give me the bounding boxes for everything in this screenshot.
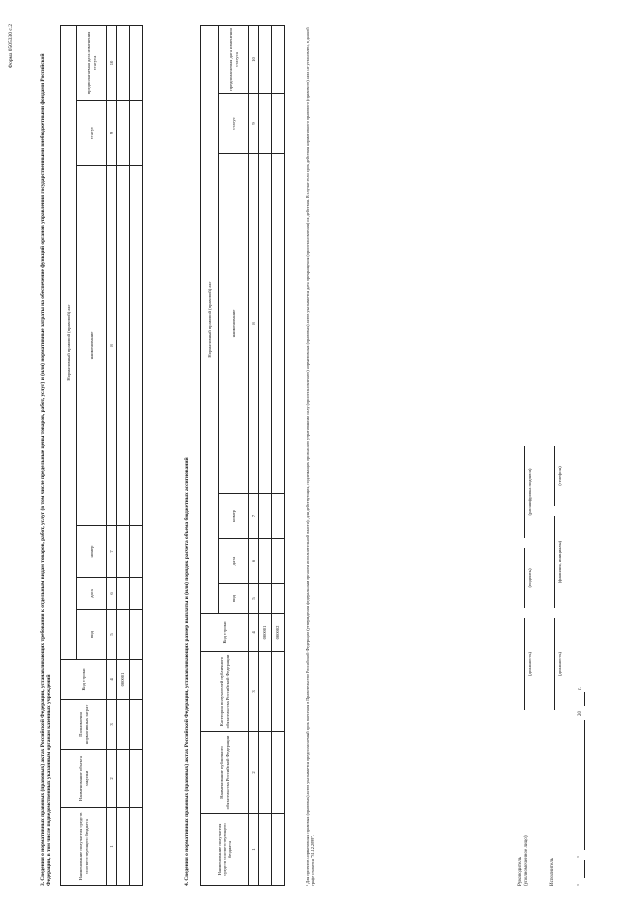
s3-cell[interactable]: [117, 578, 130, 610]
s3-colnum: 4: [107, 660, 117, 700]
s4-cell[interactable]: [259, 584, 272, 614]
s3-cell[interactable]: [130, 526, 143, 578]
head-signature-line[interactable]: [524, 548, 525, 608]
date-year-suffix: г.: [578, 687, 583, 690]
head-decoding-line[interactable]: [524, 446, 525, 538]
head-position-caption: (должность): [527, 651, 532, 677]
s4-colnum: 6: [249, 539, 259, 584]
s4-header-obligation: Наименование публичного обязательства Российской Федерации: [201, 732, 249, 814]
s3-cell[interactable]: [130, 610, 143, 660]
s3-header-date: дата: [77, 578, 107, 610]
s4-header-kind: вид: [219, 584, 249, 614]
executor-phone-caption: (телефон): [557, 466, 562, 486]
table-row: [130, 25, 143, 885]
s3-header-number: номер: [77, 526, 107, 578]
s4-cell[interactable]: [259, 494, 272, 539]
s3-header-kind: вид: [77, 610, 107, 660]
s4-colnum: 3: [249, 652, 259, 732]
s3-cell[interactable]: [117, 25, 130, 100]
s4-cell[interactable]: [259, 652, 272, 732]
executor-phone-line[interactable]: [554, 446, 555, 506]
table-row: [272, 25, 285, 885]
s3-header-recipient: Наименование получателя средств соответствующего бюджета: [61, 808, 107, 886]
s4-cell[interactable]: [272, 94, 285, 154]
s4-cell[interactable]: [272, 584, 285, 614]
s4-cell[interactable]: [272, 25, 285, 93]
s3-header-act-group: Нормативный правовой (правовой) акт: [61, 25, 77, 659]
table-row: [117, 25, 130, 885]
s3-colnum: 9: [107, 101, 117, 166]
s3-cell[interactable]: [130, 700, 143, 750]
date-close-quote: ": [578, 855, 583, 858]
s3-cell[interactable]: [130, 750, 143, 808]
s3-cell[interactable]: [130, 660, 143, 700]
s4-header-act-group: Нормативный правовой (правовой) акт: [201, 25, 219, 613]
s3-colnum: 2: [107, 750, 117, 808]
s4-colnum: 5: [249, 584, 259, 614]
footnote: ¹ Для проектов нормативных правовых (правовых) актов указывается предполагаемый срок внесения в Правительство Российской Федерации (утверждения федеральным органом исполнительной власти); для действующих, подлежащих признанию утратившими силу (приостановлению) нормативных (правовых) актов указывается дата прекращения (приостановления) их действия. В случае если срок действия нормативного правового (правового) акта не установлен, в данной графе ставится "31.12.2099".: [305, 27, 315, 886]
s3-header-status: статус: [77, 101, 107, 166]
executor-fio-caption: (фамилия, инициалы): [557, 540, 562, 584]
form-code: Форма 0505330 с.2: [8, 24, 14, 69]
s3-cell[interactable]: [130, 578, 143, 610]
s4-header-status-date: предполагаемая дата изменения статуса: [219, 25, 249, 93]
date-year-line[interactable]: [584, 692, 585, 706]
date-day-line[interactable]: [584, 860, 585, 878]
date-open-quote: ": [578, 883, 583, 886]
s3-colnum: 10: [107, 25, 117, 100]
s3-cell[interactable]: [130, 101, 143, 166]
s4-cell[interactable]: [259, 539, 272, 584]
s4-cell[interactable]: [272, 494, 285, 539]
s3-header-powers: Полномочия нормативных затрат: [61, 700, 107, 750]
s4-header-name: наименование: [219, 154, 249, 494]
s4-cell[interactable]: [259, 732, 272, 814]
s4-header-recipient: Наименование получателя средств соответствующего бюджета: [201, 814, 249, 886]
s3-colnum: 5: [107, 610, 117, 660]
s4-cell[interactable]: [259, 154, 272, 494]
s4-cell[interactable]: [259, 814, 272, 886]
s4-header-date: дата: [219, 539, 249, 584]
head-signature-caption: (подпись): [527, 568, 532, 588]
executor-position-caption: (должность): [557, 651, 562, 677]
s3-row-code: 000001: [117, 660, 130, 700]
s3-cell[interactable]: [130, 25, 143, 100]
section4-title: 4. Сведения о нормативных правовых (правовых) актах Российской Федерации, устанавливающих размер выплаты и (или) порядок расчета объема бюджетных ассигнований: [184, 457, 190, 886]
s3-cell[interactable]: [117, 750, 130, 808]
s4-header-status: статус: [219, 94, 249, 154]
s4-cell[interactable]: [272, 652, 285, 732]
s4-cell[interactable]: [259, 94, 272, 154]
executor-label: Исполнитель: [550, 858, 555, 886]
s4-cell[interactable]: [272, 732, 285, 814]
s4-cell[interactable]: [259, 25, 272, 93]
s3-header-name: наименование: [77, 166, 107, 526]
section4-table: [200, 25, 285, 886]
s4-row-code: 000001: [259, 614, 272, 652]
s3-header-status-date: предполагаемая дата изменения статуса: [77, 25, 107, 100]
s4-colnum: 7: [249, 494, 259, 539]
section3-title: 3. Сведения о нормативных правовых (правовых) актах Российской Федерации, устанавливающих требования к отдельным видам товаров, работ, услуг (в том числе предельные цены товаров, работ, услуг) и (или) нормативные затраты на обеспечение функций органов управления государственными внебюджетными фондами Российской Федерации, в том числе подведомственных указанным органам казенных учреждений: [40, 53, 53, 886]
head-decoding-caption: (расшифровка подписи): [527, 468, 532, 516]
s3-cell[interactable]: [117, 700, 130, 750]
s4-colnum: 4: [249, 614, 259, 652]
s4-cell[interactable]: [272, 539, 285, 584]
s4-colnum: 2: [249, 732, 259, 814]
s4-row-code: 000002: [272, 614, 285, 652]
s4-colnum: 9: [249, 94, 259, 154]
table-row: [259, 25, 272, 885]
date-month-line[interactable]: [584, 720, 585, 850]
s3-colnum: 7: [107, 526, 117, 578]
s4-header-row-code: Код строки: [201, 614, 249, 652]
s4-colnum: 1: [249, 814, 259, 886]
rotated-form-sheet: [6, 20, 626, 890]
head-label: Руководитель (уполномоченное лицо): [518, 835, 529, 886]
s3-header-row-code: Код строки: [61, 660, 107, 700]
s3-cell[interactable]: [117, 166, 130, 526]
executor-position-line[interactable]: [554, 618, 555, 710]
s4-header-category: Категория получателей публичного обязательства Российской Федерации: [201, 652, 249, 732]
s3-cell[interactable]: [130, 808, 143, 886]
s3-cell[interactable]: [117, 526, 130, 578]
s3-colnum: 1: [107, 808, 117, 886]
executor-fio-line[interactable]: [554, 516, 555, 608]
s4-colnum: 10: [249, 25, 259, 93]
s4-colnum: 8: [249, 154, 259, 494]
s3-colnum: 6: [107, 578, 117, 610]
s3-header-object: Наименование объекта закупки: [61, 750, 107, 808]
s3-cell[interactable]: [117, 808, 130, 886]
s3-colnum: 3: [107, 700, 117, 750]
date-year-prefix: 20: [578, 711, 583, 716]
s3-cell[interactable]: [130, 166, 143, 526]
head-position-line[interactable]: [524, 618, 525, 710]
section3-table: [60, 25, 143, 886]
s4-cell[interactable]: [272, 154, 285, 494]
s4-cell[interactable]: [272, 814, 285, 886]
s3-colnum: 8: [107, 166, 117, 526]
s4-header-number: номер: [219, 494, 249, 539]
s3-cell[interactable]: [117, 101, 130, 166]
s3-cell[interactable]: [117, 610, 130, 660]
